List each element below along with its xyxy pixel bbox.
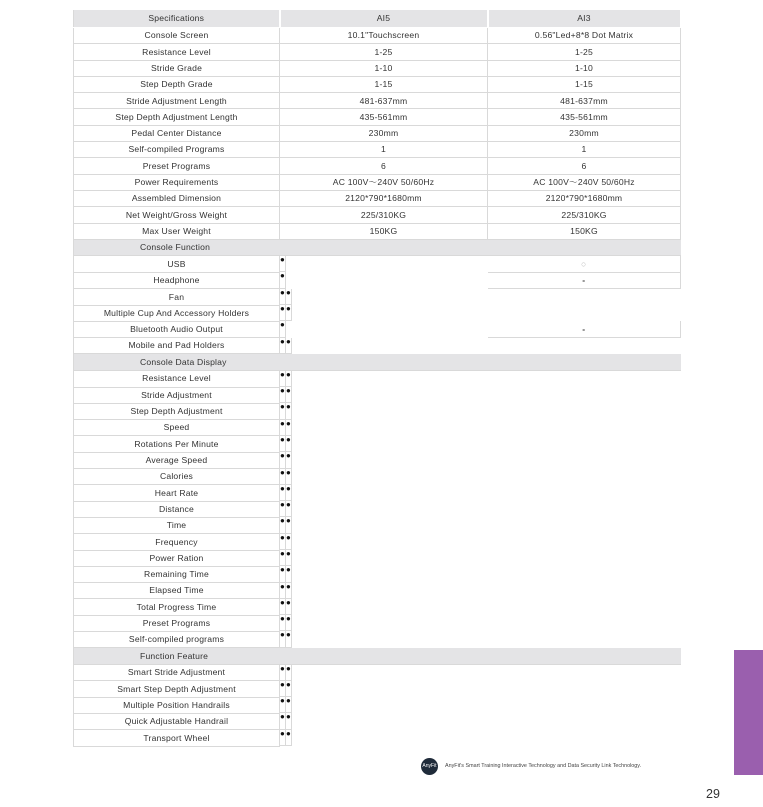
row-label: Resistance Level xyxy=(74,44,280,60)
cell-ai3: 1-15 xyxy=(488,76,681,92)
cell-ai5: 1-25 xyxy=(280,44,488,60)
table-row xyxy=(74,370,681,387)
cell-ai5: 2120*790*1680mm xyxy=(280,190,488,206)
spec-table-body xyxy=(74,10,681,746)
cell-ai3: ● xyxy=(286,371,292,387)
row-label: Step Depth Adjustment xyxy=(74,403,280,419)
row-label: Multiple Cup And Accessory Holders xyxy=(74,305,280,321)
table-row xyxy=(74,125,681,141)
row-label: Transport Wheel xyxy=(74,730,280,746)
row-label: Total Progress Time xyxy=(74,599,280,615)
row-label: Stride Adjustment Length xyxy=(74,93,280,109)
cell-ai5: ● xyxy=(280,534,286,550)
row-label: Net Weight/Gross Weight xyxy=(74,207,280,223)
cell-ai3: 2120*790*1680mm xyxy=(488,190,681,206)
row-label: Console Screen xyxy=(74,28,280,44)
cell-ai3: ● xyxy=(286,599,292,615)
table-row xyxy=(74,44,681,60)
cell-ai5: ● xyxy=(280,665,286,681)
row-label: Heart Rate xyxy=(74,485,280,501)
cell-ai3 xyxy=(488,239,681,255)
cell-ai5: ● xyxy=(280,289,286,305)
cell-ai3: ● xyxy=(286,631,292,647)
cell-ai5: 1-15 xyxy=(280,76,488,92)
row-label: Fan xyxy=(74,289,280,305)
cell-ai5: ● xyxy=(280,469,286,485)
table-row xyxy=(74,76,681,92)
table-row xyxy=(74,93,681,109)
cell-ai3: ● xyxy=(286,665,292,681)
cell-ai3: 225/310KG xyxy=(488,207,681,223)
cell-ai3 xyxy=(488,648,681,664)
header-specifications: Specifications xyxy=(74,10,280,28)
cell-ai3: ● xyxy=(286,338,292,354)
table-row xyxy=(74,730,681,746)
cell-ai3: 6 xyxy=(488,158,681,174)
row-label: Power Ration xyxy=(74,550,280,566)
row-label: Bluetooth Audio Output xyxy=(74,321,280,337)
row-label: Quick Adjustable Handrail xyxy=(74,713,280,729)
cell-ai3: ● xyxy=(286,403,292,419)
row-label: Pedal Center Distance xyxy=(74,125,280,141)
row-label: Calories xyxy=(74,469,280,485)
table-row xyxy=(74,713,681,729)
page-number: 29 xyxy=(706,787,720,801)
row-label: Time xyxy=(74,517,280,533)
row-label: Remaining Time xyxy=(74,566,280,582)
row-label: Step Depth Grade xyxy=(74,76,280,92)
section-title: Console Data Display xyxy=(74,354,280,370)
cell-ai5: ● xyxy=(280,697,286,713)
table-row xyxy=(74,190,681,206)
cell-ai3: 435-561mm xyxy=(488,109,681,125)
cell-ai5: ● xyxy=(280,730,286,746)
table-row xyxy=(74,599,681,615)
cell-ai5: ● xyxy=(280,615,286,631)
cell-ai3: ● xyxy=(286,517,292,533)
cell-ai5: ● xyxy=(280,452,286,468)
table-row xyxy=(74,697,681,713)
cell-ai3: 230mm xyxy=(488,125,681,141)
table-row xyxy=(74,681,681,697)
cell-ai3: ● xyxy=(286,436,292,452)
table-row xyxy=(74,60,681,76)
table-row xyxy=(74,566,681,582)
cell-ai3: ○ xyxy=(488,256,681,273)
row-label: Smart Stride Adjustment xyxy=(74,664,280,681)
table-row xyxy=(74,289,681,305)
row-label: Step Depth Adjustment Length xyxy=(74,109,280,125)
table-header-row xyxy=(74,10,681,28)
table-row xyxy=(74,109,681,125)
table-row xyxy=(74,256,681,273)
cell-ai3: 1-10 xyxy=(488,60,681,76)
cell-ai5: 6 xyxy=(280,158,488,174)
table-row xyxy=(74,420,681,436)
cell-ai5: ● xyxy=(280,713,286,729)
section-title: Function Feature xyxy=(74,648,280,664)
cell-ai3: ● xyxy=(286,534,292,550)
row-label: Distance xyxy=(74,501,280,517)
section-title: Console Function xyxy=(74,239,280,255)
table-row xyxy=(74,272,681,288)
cell-ai3: ● xyxy=(286,305,292,321)
row-label: Preset Programs xyxy=(74,615,280,631)
cell-ai5: 225/310KG xyxy=(280,207,488,223)
cell-ai3: 1 xyxy=(488,142,681,158)
table-row xyxy=(74,142,681,158)
footer-note-text: AnyFit's Smart Training Interactive Technology and Data Security Link Technology. xyxy=(445,763,642,769)
table-row xyxy=(74,631,681,647)
cell-ai3: ● xyxy=(286,697,292,713)
cell-ai5: ● xyxy=(280,387,286,403)
table-row xyxy=(74,321,681,337)
table-row xyxy=(74,534,681,550)
row-label: Assembled Dimension xyxy=(74,190,280,206)
cell-ai5: ● xyxy=(280,517,286,533)
table-row xyxy=(74,615,681,631)
table-row xyxy=(74,223,681,239)
cell-ai5: ● xyxy=(280,566,286,582)
table-row xyxy=(74,305,681,321)
cell-ai5: ● xyxy=(280,272,286,288)
cell-ai3: ● xyxy=(286,469,292,485)
anyfit-logo-icon: AnyFit xyxy=(421,758,438,775)
row-label: Multiple Position Handrails xyxy=(74,697,280,713)
section-header-row xyxy=(74,239,681,255)
row-label: Frequency xyxy=(74,534,280,550)
row-label: Max User Weight xyxy=(74,223,280,239)
cell-ai3: ● xyxy=(286,452,292,468)
row-label: Self-compiled programs xyxy=(74,631,280,647)
table-row xyxy=(74,469,681,485)
cell-ai5: 10.1"Touchscreen xyxy=(280,28,488,44)
row-label: Mobile and Pad Holders xyxy=(74,338,280,354)
row-label: Stride Grade xyxy=(74,60,280,76)
cell-ai5: ● xyxy=(280,583,286,599)
table-row xyxy=(74,501,681,517)
cell-ai5: 435-561mm xyxy=(280,109,488,125)
row-label: Average Speed xyxy=(74,452,280,468)
cell-ai5: 1 xyxy=(280,142,488,158)
cell-ai3: ● xyxy=(286,730,292,746)
cell-ai5: ● xyxy=(280,305,286,321)
cell-ai3: - xyxy=(488,321,681,337)
row-label: Preset Programs xyxy=(74,158,280,174)
table-row xyxy=(74,436,681,452)
table-row xyxy=(74,517,681,533)
cell-ai3: 481-637mm xyxy=(488,93,681,109)
cell-ai5: ● xyxy=(280,501,286,517)
table-row xyxy=(74,28,681,44)
table-row xyxy=(74,338,681,354)
cell-ai3: ● xyxy=(286,583,292,599)
cell-ai5: ● xyxy=(280,681,286,697)
section-header-row xyxy=(74,648,681,664)
cell-ai5: ● xyxy=(280,403,286,419)
cell-ai3: ● xyxy=(286,713,292,729)
cell-ai3: ● xyxy=(286,501,292,517)
cell-ai5: 1-10 xyxy=(280,60,488,76)
row-label: Speed xyxy=(74,420,280,436)
footer-note xyxy=(421,757,641,775)
header-model-ai5: AI5 xyxy=(280,10,488,28)
cell-ai5: ● xyxy=(280,420,286,436)
cell-ai3: ● xyxy=(286,615,292,631)
table-row xyxy=(74,485,681,501)
cell-ai5: 150KG xyxy=(280,223,488,239)
row-label: Stride Adjustment xyxy=(74,387,280,403)
table-row xyxy=(74,452,681,468)
cell-ai3: ● xyxy=(286,566,292,582)
cell-ai5: 230mm xyxy=(280,125,488,141)
cell-ai5: 481-637mm xyxy=(280,93,488,109)
cell-ai3: ● xyxy=(286,289,292,305)
header-model-ai3: AI3 xyxy=(488,10,681,28)
row-label: Headphone xyxy=(74,272,280,288)
cell-ai5: ● xyxy=(280,631,286,647)
cell-ai5: ● xyxy=(280,599,286,615)
row-label: Resistance Level xyxy=(74,370,280,387)
table-row xyxy=(74,174,681,190)
cell-ai5: AC 100V～240V 50/60Hz xyxy=(280,174,488,190)
cell-ai5 xyxy=(280,354,488,370)
cell-ai5 xyxy=(280,239,488,255)
cell-ai5: ● xyxy=(280,550,286,566)
row-label: Smart Step Depth Adjustment xyxy=(74,681,280,697)
row-label: Rotations Per Minute xyxy=(74,436,280,452)
table-row xyxy=(74,550,681,566)
cell-ai3: ● xyxy=(286,387,292,403)
side-color-tab xyxy=(734,650,763,775)
cell-ai3: ● xyxy=(286,681,292,697)
cell-ai5: ● xyxy=(280,338,286,354)
table-row xyxy=(74,664,681,681)
table-row xyxy=(74,583,681,599)
cell-ai3: ● xyxy=(286,420,292,436)
cell-ai5 xyxy=(280,648,488,664)
cell-ai3 xyxy=(488,354,681,370)
table-row xyxy=(74,403,681,419)
row-label: Elapsed Time xyxy=(74,583,280,599)
table-row xyxy=(74,207,681,223)
row-label: Power Requirements xyxy=(74,174,280,190)
cell-ai3: 1-25 xyxy=(488,44,681,60)
cell-ai3: - xyxy=(488,272,681,288)
row-label: Self-compiled Programs xyxy=(74,142,280,158)
cell-ai3: 0.56"Led+8*8 Dot Matrix xyxy=(488,28,681,44)
section-header-row xyxy=(74,354,681,370)
cell-ai3: ● xyxy=(286,485,292,501)
cell-ai5: ● xyxy=(280,485,286,501)
table-row xyxy=(74,158,681,174)
cell-ai3: ● xyxy=(286,550,292,566)
cell-ai3: AC 100V～240V 50/60Hz xyxy=(488,174,681,190)
table-row xyxy=(74,387,681,403)
cell-ai5: ● xyxy=(280,436,286,452)
spec-table xyxy=(73,10,682,747)
cell-ai3: 150KG xyxy=(488,223,681,239)
cell-ai5: ● xyxy=(280,321,286,337)
cell-ai5: ● xyxy=(280,256,286,272)
cell-ai5: ● xyxy=(280,371,286,387)
row-label: USB xyxy=(74,256,280,273)
